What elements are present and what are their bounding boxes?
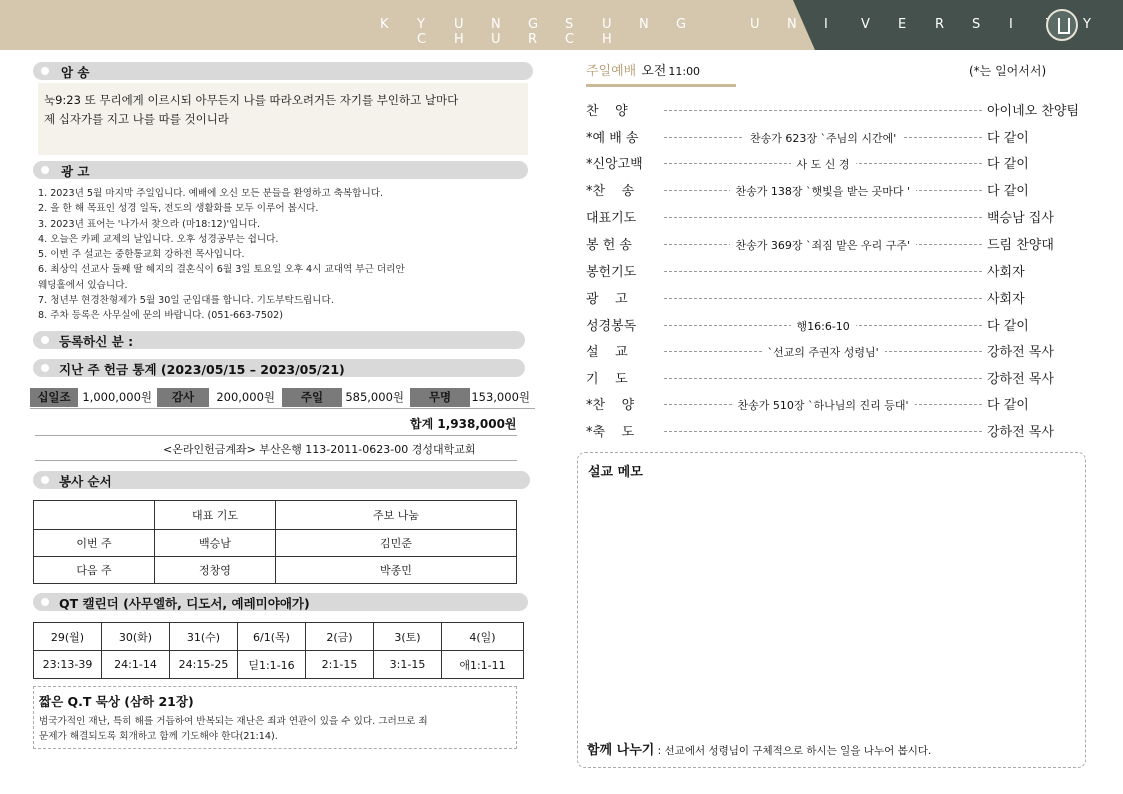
section-title: 봉사 순서	[59, 474, 112, 489]
worship-order-content: 찬송가 138장 `햇빛을 받는 곳마다 '	[730, 183, 917, 199]
announcement-list	[38, 186, 533, 324]
worship-order-leader: 강하전 목사	[987, 425, 1054, 440]
header-letter: Y	[417, 17, 425, 32]
worship-title-label: 주일예배	[586, 64, 637, 79]
offering-label: 감사	[157, 388, 209, 407]
worship-order-leader: 다 같이	[987, 319, 1029, 334]
table-cell: 정창영	[155, 557, 276, 584]
dotted-leader-line	[664, 271, 982, 272]
announcement-item: 5. 이번 주 설교는 중한통교회 강하전 목사입니다.	[38, 249, 245, 261]
offering-label: 무명	[410, 388, 470, 407]
announcement-item: 웨딩홀에서 있습니다.	[38, 279, 128, 291]
table-header: 주보 나눔	[276, 501, 517, 530]
header-letter: I	[1009, 17, 1013, 32]
worship-order-row	[586, 100, 1091, 120]
worship-order-name: 기 도	[586, 372, 628, 387]
qt-reading: 2:1-15	[306, 651, 374, 679]
header-letter: I	[824, 17, 828, 32]
worship-order-row	[586, 394, 1091, 414]
section-title: 지난 주 헌금 통계 (2023/05/15 – 2023/05/21)	[59, 362, 345, 377]
bullet-icon	[41, 598, 49, 606]
worship-order-content: 찬송가 369장 `죄짐 맡은 우리 구주'	[730, 237, 917, 253]
worship-title	[586, 60, 700, 79]
announcement-item: 1. 2023년 5월 마지막 주일입니다. 예배에 오신 모든 분들을 환영하고 축복합니다.	[38, 188, 384, 199]
header-letter: G	[528, 17, 539, 32]
worship-order-row	[586, 315, 1091, 335]
header-letter: R	[528, 32, 538, 47]
qt-day: 31(수)	[170, 623, 238, 651]
divider	[30, 408, 535, 409]
worship-order-content: `선교의 주권자 성령님'	[762, 344, 885, 360]
sermon-memo-title: 설교 메모	[588, 465, 643, 480]
dotted-leader-line	[664, 298, 982, 299]
header-letter: U	[602, 17, 612, 32]
worship-order-leader: 아이네오 찬양팀	[987, 104, 1080, 119]
header-letter: U	[454, 17, 464, 32]
dotted-leader-line	[664, 431, 982, 432]
header-letter: U	[750, 17, 760, 32]
table-cell: 김민준	[276, 530, 517, 557]
table-header: 대표 기도	[155, 501, 276, 530]
qt-day: 4(일)	[442, 623, 524, 651]
header-letter: R	[935, 17, 945, 32]
header-letter: H	[454, 32, 464, 47]
bullet-icon	[41, 336, 49, 344]
dotted-leader-line	[664, 217, 982, 218]
qt-day: 30(화)	[102, 623, 170, 651]
header-bar	[0, 0, 1123, 50]
worship-order-row	[586, 234, 1091, 254]
announcement-item: 4. 오늘은 카페 교제의 날입니다. 오후 성경공부는 쉽니다.	[38, 233, 279, 245]
worship-order-row	[586, 127, 1091, 147]
worship-order-name: *찬 양	[586, 398, 635, 413]
worship-time: 11:00	[668, 65, 701, 78]
table-cell: 백승남	[155, 530, 276, 557]
bullet-icon	[41, 67, 49, 75]
worship-order-name: 성경봉독	[586, 319, 637, 334]
section-offering-header	[33, 359, 525, 377]
qt-reading: 애1:1-11	[442, 651, 524, 679]
worship-stand-note: (*는 일어서서)	[969, 64, 1047, 78]
worship-order-leader: 다 같이	[987, 184, 1029, 199]
section-qt-header	[33, 593, 528, 611]
recitation-box	[38, 83, 528, 155]
church-logo-icon	[1046, 9, 1078, 41]
offering-value: 585,000원	[345, 390, 404, 404]
offering-total: 합계 1,938,000원	[410, 417, 517, 431]
announcement-item: 8. 주차 등록은 사무실에 문의 바랍니다. (051-663-7502)	[38, 310, 283, 322]
header-letter: S	[565, 17, 574, 32]
offering-row	[30, 388, 535, 407]
qt-calendar-table	[33, 622, 524, 679]
worship-order-row	[586, 288, 1091, 308]
worship-order-name: 봉헌기도	[586, 265, 637, 280]
announcement-item: 2. 올 한 해 목표인 성경 일독, 전도의 생활화를 모두 이루어 봅시다.	[38, 203, 319, 215]
announcement-item: 7. 청년부 현경찬형제가 5월 30일 군입대를 합니다. 기도부탁드립니다.	[38, 295, 334, 307]
qt-day: 29(월)	[34, 623, 102, 651]
qt-reading: 딛1:1-16	[238, 651, 306, 679]
divider	[35, 460, 517, 461]
table-cell: 이번 주	[34, 530, 155, 557]
worship-order-name: 광 고	[586, 292, 628, 307]
worship-order-name: *신앙고백	[586, 157, 643, 172]
worship-order-name: 설 교	[586, 345, 628, 360]
table-header	[34, 501, 155, 530]
header-letter: K	[380, 17, 389, 32]
worship-order-content: 찬송가 510장 `하나님의 진리 등대'	[732, 397, 915, 413]
qt-day: 3(토)	[374, 623, 442, 651]
header-letter: C	[565, 32, 575, 47]
bullet-icon	[41, 166, 49, 174]
section-title: 암 송	[61, 65, 90, 80]
header-letter: N	[639, 17, 649, 32]
worship-order-leader: 강하전 목사	[987, 345, 1054, 360]
qt-meditation-line1: 범국가적인 재난, 특히 해를 거듭하여 반복되는 재난은 죄과 연관이 있을 수 있다. 그러므로 죄	[39, 716, 428, 727]
share-together	[587, 739, 931, 758]
dotted-leader-line	[664, 378, 982, 379]
offering-value: 200,000원	[216, 390, 275, 404]
section-announcements-header	[33, 161, 528, 179]
worship-order-name: *예 배 송	[586, 131, 639, 146]
offering-value: 153,000원	[471, 390, 530, 404]
recitation-text-line1: 눅9:23 또 무리에게 이르시되 아무든지 나를 따라오려거든 자기를 부인하고 날마다	[44, 93, 459, 107]
worship-order-row	[586, 180, 1091, 200]
header-letter: G	[676, 17, 687, 32]
worship-order-name: 대표기도	[586, 211, 637, 226]
share-text: : 선교에서 성령님이 구체적으로 하시는 일을 나누어 봅시다.	[654, 745, 932, 757]
worship-order-content: 찬송가 623장 `주님의 시간에'	[744, 130, 902, 146]
header-letter: C	[417, 32, 427, 47]
worship-order-row	[586, 207, 1091, 227]
qt-meditation-title: 짧은 Q.T 묵상 (삼하 21장)	[39, 694, 194, 709]
section-recitation-header	[33, 62, 533, 80]
offering-account: <온라인헌금계좌> 부산은행 113-2011-0623-00 경성대학교회	[163, 443, 476, 456]
worship-order-name: *찬 송	[586, 184, 635, 199]
worship-order-row	[586, 421, 1091, 441]
table-cell: 박종민	[276, 557, 517, 584]
header-letter: N	[491, 17, 501, 32]
sermon-memo-box[interactable]	[577, 452, 1086, 768]
worship-order-leader: 다 같이	[987, 398, 1029, 413]
worship-order-row	[586, 341, 1091, 361]
section-title: 광 고	[61, 164, 90, 179]
worship-order-row	[586, 368, 1091, 388]
offering-value: 1,000,000원	[82, 390, 152, 404]
worship-order-leader: 백승남 집사	[987, 211, 1054, 226]
bullet-icon	[41, 364, 49, 372]
worship-title-underline	[586, 84, 736, 87]
dotted-leader-line	[664, 110, 982, 111]
qt-reading: 24:1-14	[102, 651, 170, 679]
worship-order-name: *축 도	[586, 425, 635, 440]
worship-order-leader: 다 같이	[987, 157, 1029, 172]
worship-order-leader: 사회자	[987, 265, 1025, 280]
section-service-header	[33, 471, 530, 489]
qt-day: 6/1(목)	[238, 623, 306, 651]
table-cell: 다음 주	[34, 557, 155, 584]
announcement-item: 6. 최상익 선교사 둘째 딸 혜지의 결혼식이 6월 3일 토요일 오후 4시 교대역 부근 더리안	[38, 264, 405, 276]
header-letter: V	[861, 17, 870, 32]
worship-order-content: 사 도 신 경	[791, 156, 856, 172]
header-letter: N	[787, 17, 797, 32]
header-letter: E	[898, 17, 907, 32]
qt-meditation-line2: 문제가 해결되도록 회개하고 함께 기도해야 한다(21:14).	[39, 731, 278, 742]
worship-order-leader: 드림 찬양대	[987, 238, 1054, 253]
worship-order-row	[586, 261, 1091, 281]
announcement-item: 3. 2023년 표어는 '나가서 찾으라 (마18:12)'입니다.	[38, 218, 261, 230]
header-letter: S	[972, 17, 981, 32]
worship-order-row	[586, 153, 1091, 173]
qt-reading: 23:13-39	[34, 651, 102, 679]
header-letter: U	[491, 32, 501, 47]
share-title: 함께 나누기	[587, 743, 655, 758]
section-title: QT 캘린더 (사무엘하, 디도서, 예레미야애가)	[59, 596, 310, 611]
qt-day: 2(금)	[306, 623, 374, 651]
divider	[35, 435, 517, 436]
worship-time-label: 오전	[641, 64, 667, 79]
bullet-icon	[41, 476, 49, 484]
service-table	[33, 500, 517, 584]
worship-order-leader: 강하전 목사	[987, 372, 1054, 387]
worship-order-content: 행16:6-10	[791, 318, 856, 334]
offering-label: 주일	[282, 388, 342, 407]
worship-order-leader: 다 같이	[987, 131, 1029, 146]
section-registration-header	[33, 331, 525, 349]
recitation-text-line2: 제 십자가를 지고 나를 따를 것이니라	[44, 112, 229, 126]
offering-label: 십일조	[30, 388, 78, 407]
qt-meditation-box	[33, 686, 517, 749]
header-title	[380, 17, 1123, 47]
qt-reading: 3:1-15	[374, 651, 442, 679]
header-letter: H	[602, 32, 612, 47]
header-letter: Y	[1083, 17, 1091, 32]
worship-order-name: 찬 양	[586, 104, 628, 119]
qt-reading: 24:15-25	[170, 651, 238, 679]
section-title: 등록하신 분 :	[59, 334, 134, 349]
worship-order-leader: 사회자	[987, 292, 1025, 307]
worship-order-name: 봉 헌 송	[586, 238, 632, 253]
